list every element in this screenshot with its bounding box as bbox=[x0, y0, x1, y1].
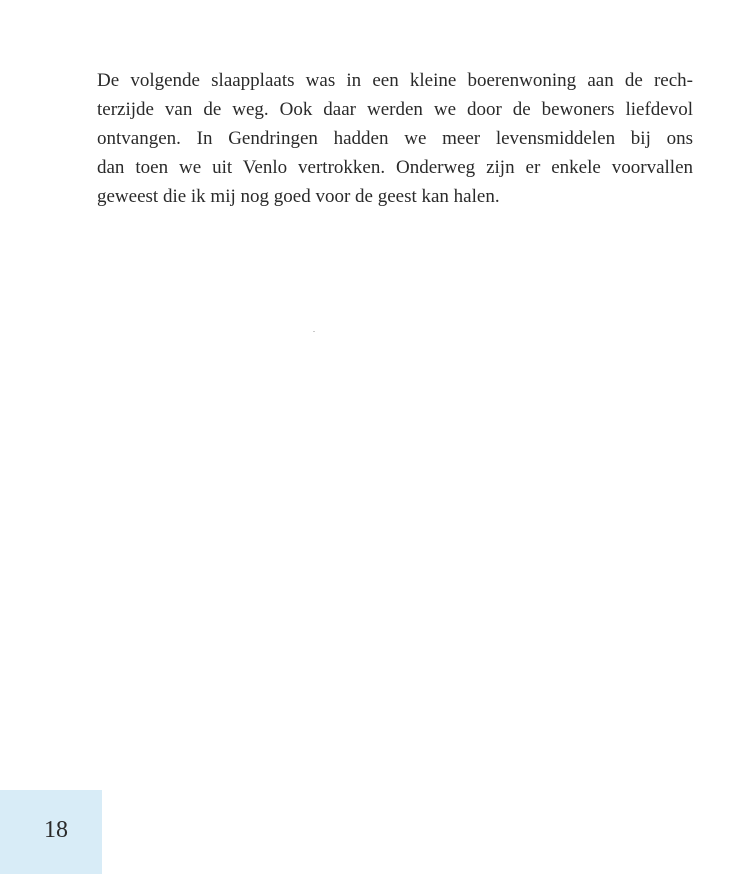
paragraph-line: De volgende slaapplaats was in een kleine boerenwoning aan de rech- bbox=[97, 70, 693, 91]
body-paragraph bbox=[97, 66, 693, 211]
paragraph-line: dan toen we uit Venlo vertrokken. Onderweg zijn er enkele voorvallen bbox=[97, 157, 693, 178]
paragraph-line: geweest die ik mij nog goed voor de geest kan halen. bbox=[97, 186, 500, 207]
paragraph-line: ontvangen. In Gendringen hadden we meer levensmiddelen bij ons bbox=[97, 128, 693, 149]
scan-speck bbox=[313, 331, 315, 332]
paragraph-line: terzijde van de weg. Ook daar werden we door de bewoners liefdevol bbox=[97, 99, 693, 120]
page-number-tab bbox=[0, 790, 102, 874]
page-number: 18 bbox=[44, 817, 68, 843]
